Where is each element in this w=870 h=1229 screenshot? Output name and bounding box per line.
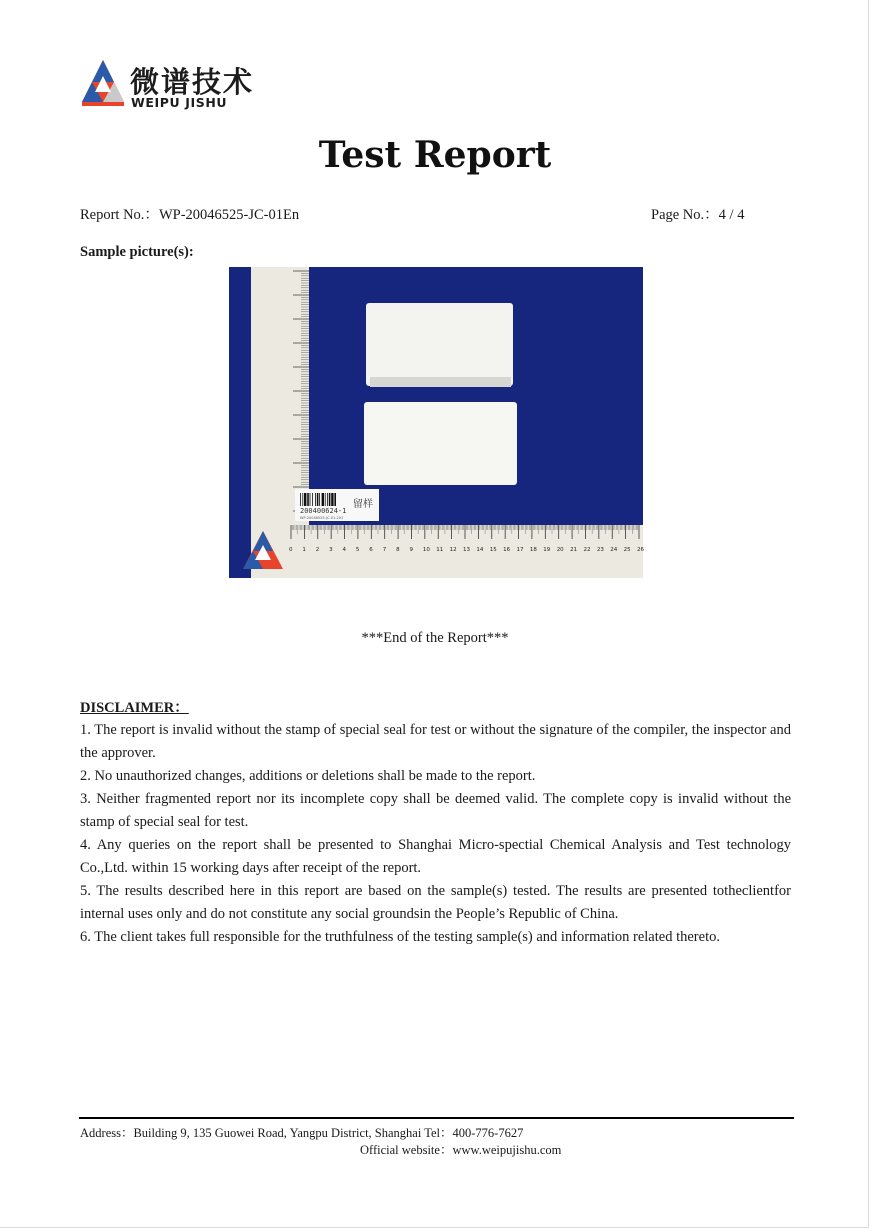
svg-text:25: 25	[623, 547, 631, 553]
svg-text:24: 24	[610, 547, 618, 553]
disclaimer-item: 5. The results described here in this report are based on the sample(s) tested. The results are presented totheclientfor internal uses only and do not constitute any social groundsin the People’s Republic of China.	[80, 883, 791, 922]
svg-text:14: 14	[476, 547, 484, 553]
footer-website: Official website：www.weipujishu.com	[360, 1143, 562, 1157]
logo-chinese-name: 微谱技术	[130, 65, 255, 99]
disclaimer-item: 6. The client takes full responsible for the truthfulness of the testing sample(s) and information related thereto.	[80, 929, 720, 945]
disclaimer-section	[80, 696, 791, 949]
end-of-report: ***End of the Report***	[361, 630, 509, 646]
company-logo	[80, 58, 270, 112]
svg-text:11: 11	[436, 547, 444, 553]
svg-text:5: 5	[355, 547, 360, 553]
svg-text:10: 10	[422, 547, 430, 553]
svg-text:15: 15	[489, 547, 497, 553]
footer-divider	[79, 1117, 794, 1119]
logo-mark-icon	[80, 58, 126, 110]
svg-text:18: 18	[529, 547, 537, 553]
svg-text:16: 16	[503, 547, 511, 553]
svg-text:1: 1	[302, 547, 306, 553]
svg-text:3: 3	[329, 547, 333, 553]
svg-text:12: 12	[449, 547, 457, 553]
page-title: Test Report	[318, 134, 552, 176]
disclaimer-item: 2. No unauthorized changes, additions or deletions shall be made to the report.	[80, 768, 536, 784]
svg-text:留样: 留样	[353, 499, 373, 510]
svg-text:17: 17	[516, 547, 524, 553]
page-number-label: Page No.：	[651, 207, 719, 223]
svg-text:21: 21	[570, 547, 578, 553]
svg-text:2: 2	[315, 547, 320, 553]
svg-text:8: 8	[396, 547, 400, 553]
sample-picture-label: Sample picture(s):	[80, 244, 194, 260]
logo-english-name: WEIPU JISHU	[131, 95, 228, 110]
svg-text:4: 4	[342, 547, 347, 553]
svg-text:22: 22	[583, 547, 591, 553]
svg-text:13: 13	[463, 547, 470, 553]
svg-text:19: 19	[543, 547, 551, 553]
svg-text:200400624-1: 200400624-1	[300, 507, 347, 515]
svg-text:23: 23	[596, 547, 604, 553]
svg-text:7: 7	[382, 547, 387, 553]
svg-text:26: 26	[637, 547, 644, 553]
svg-text:WP-20046525-JC-01-201: WP-20046525-JC-01-201	[300, 516, 344, 520]
disclaimer-title: DISCLAIMER：	[80, 700, 189, 716]
page-number-value: 4 / 4	[718, 207, 745, 223]
page-number	[651, 203, 744, 224]
svg-text:6: 6	[369, 547, 373, 553]
sample-photo-image	[229, 267, 643, 578]
disclaimer-item: 1. The report is invalid without the stamp of special seal for test or without the signature of the compiler, the inspector and the approver.	[80, 722, 791, 761]
report-number-value: WP-20046525-JC-01En	[158, 207, 300, 223]
svg-text:0: 0	[289, 547, 293, 553]
report-number	[80, 203, 299, 224]
disclaimer-item: 3. Neither fragmented report nor its incomplete copy shall be deemed valid. The complete copy is invalid without the stamp of special seal for test.	[80, 791, 791, 830]
footer-address: Address：Building 9, 135 Guowei Road, Yangpu District, Shanghai Tel：400-776-7627	[80, 1126, 524, 1140]
svg-text:20: 20	[556, 547, 564, 553]
disclaimer-item: 4. Any queries on the report shall be presented to Shanghai Micro-spectial Chemical Analysis and Test technology Co.,Ltd. within 15 working days after receipt of the report.	[80, 837, 791, 876]
report-number-label: Report No.：	[80, 207, 159, 223]
svg-text:9: 9	[409, 547, 413, 553]
